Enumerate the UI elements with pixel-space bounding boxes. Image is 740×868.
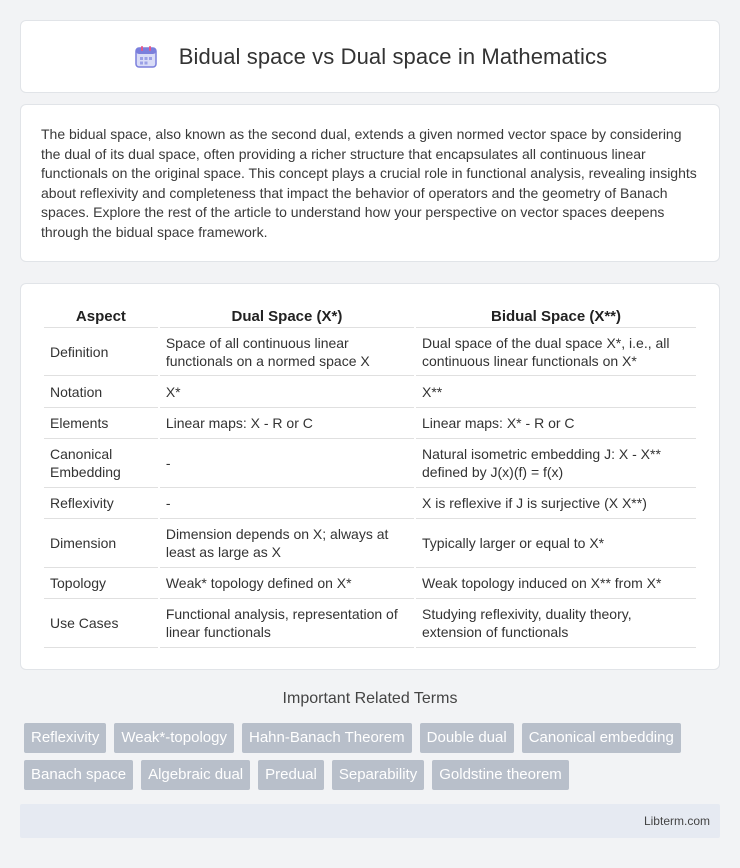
cell-bidual: Dual space of the dual space X*, i.e., all continuous linear functionals on X* (416, 328, 696, 376)
cell-dual: Space of all continuous linear functionals on a normed space X (160, 328, 414, 376)
cell-dual: - (160, 439, 414, 488)
header-aspect: Aspect (44, 302, 158, 328)
calendar-icon (133, 44, 159, 70)
cell-dual: Dimension depends on X; always at least as large as X (160, 519, 414, 568)
footer-link[interactable]: Libterm.com (643, 814, 710, 828)
table-row (44, 599, 696, 648)
related-terms-title: Important Related Terms (282, 690, 458, 707)
tag-double-dual[interactable]: Double dual (420, 723, 514, 753)
cell-bidual: Linear maps: X* - R or C (416, 408, 696, 439)
cell-bidual: Weak topology induced on X** from X* (416, 568, 696, 599)
cell-aspect: Use Cases (44, 599, 158, 648)
tag-banach-space[interactable]: Banach space (24, 760, 133, 790)
cell-dual: Linear maps: X - R or C (160, 408, 414, 439)
table-row (44, 519, 696, 568)
cell-aspect: Elements (44, 408, 158, 439)
cell-bidual: X** (416, 376, 696, 408)
comparison-table-card (20, 283, 720, 670)
table-row (44, 328, 696, 376)
tag-goldstine-theorem[interactable]: Goldstine theorem (432, 760, 569, 790)
cell-aspect: Dimension (44, 519, 158, 568)
table-row (44, 488, 696, 519)
table-row (44, 439, 696, 488)
intro-card (20, 104, 720, 262)
cell-bidual: Studying reflexivity, duality theory, extension of functionals (416, 599, 696, 648)
cell-aspect: Notation (44, 376, 158, 408)
cell-dual: X* (160, 376, 414, 408)
comparison-table (42, 302, 698, 648)
page-title: Bidual space vs Dual space in Mathematics (178, 43, 608, 69)
cell-aspect: Canonical Embedding (44, 439, 158, 488)
tag-hahn-banach-theorem[interactable]: Hahn-Banach Theorem (242, 723, 412, 753)
cell-bidual: X is reflexive if J is surjective (X X**) (416, 488, 696, 519)
tag-canonical-embedding[interactable]: Canonical embedding (522, 723, 681, 753)
cell-dual: - (160, 488, 414, 519)
tag-separability[interactable]: Separability (332, 760, 424, 790)
intro-text: The bidual space, also known as the second dual, extends a given normed vector space by considering the dual of its dual space, often providing a richer structure that encapsulates all continuous linear functionals on the original space. This concept plays a crucial role in functional analysis, revealing insights about reflexivity and completeness that impact the behavior of operators and the geometry of Banach spaces. Explore the rest of the article to understand how your perspective on vector spaces deepens through the bidual space framework. (41, 126, 697, 240)
cell-bidual: Typically larger or equal to X* (416, 519, 696, 568)
header-bidual: Bidual Space (X**) (416, 302, 696, 328)
table-header-row (44, 302, 696, 328)
table-row (44, 376, 696, 408)
table-row (44, 568, 696, 599)
table-row (44, 408, 696, 439)
cell-aspect: Reflexivity (44, 488, 158, 519)
footer (20, 804, 720, 838)
cell-dual: Weak* topology defined on X* (160, 568, 414, 599)
tag-predual[interactable]: Predual (258, 760, 324, 790)
tag-weak-star-topology[interactable]: Weak*-topology (114, 723, 234, 753)
cell-aspect: Definition (44, 328, 158, 376)
tag-reflexivity[interactable]: Reflexivity (24, 723, 106, 753)
cell-bidual: Natural isometric embedding J: X - X** defined by J(x)(f) = f(x) (416, 439, 696, 488)
header-dual: Dual Space (X*) (160, 302, 414, 328)
cell-dual: Functional analysis, representation of linear functionals (160, 599, 414, 648)
tag-algebraic-dual[interactable]: Algebraic dual (141, 760, 250, 790)
cell-aspect: Topology (44, 568, 158, 599)
title-card (20, 20, 720, 93)
related-terms-list (24, 723, 724, 790)
